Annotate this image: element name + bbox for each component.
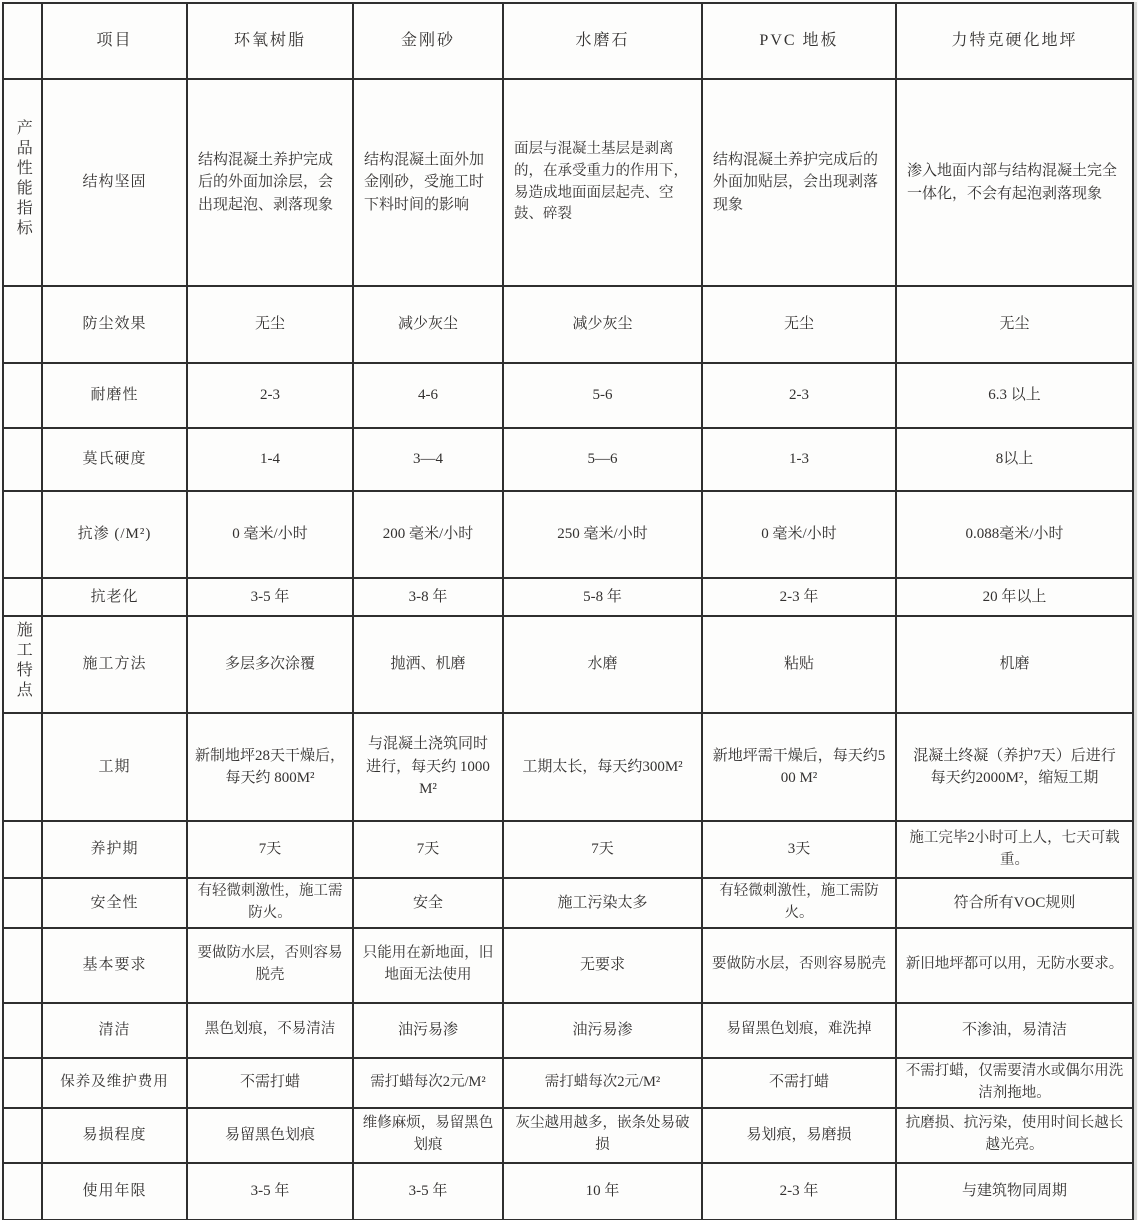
- table-row: [3, 428, 1133, 491]
- table-row: [3, 928, 1133, 1003]
- table-cell: 结构混凝土面外加金刚砂，受施工时下料时间的影响: [353, 79, 503, 286]
- table-cell: 灰尘越用越多，嵌条处易破损: [503, 1108, 702, 1163]
- table-cell: 抗磨损、抗污染，使用时间长越长越光亮。: [896, 1108, 1133, 1163]
- section-label-text: 产品性能指标: [14, 118, 32, 239]
- table-cell: 抛洒、机磨: [353, 616, 503, 713]
- table-cell: 5-8 年: [503, 578, 702, 616]
- table-cell: 8以上: [896, 428, 1133, 491]
- table-cell: 0.088毫米/小时: [896, 491, 1133, 578]
- table-cell: 新制地坪28天干燥后，每天约 800M²: [187, 713, 353, 821]
- table-row: [3, 286, 1133, 363]
- table-cell: 安全: [353, 878, 503, 928]
- table-cell: 无尘: [187, 286, 353, 363]
- table-cell: 油污易渗: [503, 1003, 702, 1058]
- table-cell: 有轻微刺激性，施工需防火。: [702, 878, 896, 928]
- table-row: [3, 578, 1133, 616]
- table-cell: 3天: [702, 821, 896, 878]
- table-cell: 7天: [503, 821, 702, 878]
- table-cell: 不需打蜡: [702, 1058, 896, 1108]
- table-cell: 无要求: [503, 928, 702, 1003]
- table-cell: 水磨: [503, 616, 702, 713]
- section-cell: [3, 286, 42, 363]
- section-label-construction-features: [3, 616, 42, 713]
- table-cell: 10 年: [503, 1163, 702, 1220]
- row-label: 清洁: [42, 1003, 187, 1058]
- row-label: 耐磨性: [42, 363, 187, 428]
- table-cell: 新地坪需干燥后，每天约500 M²: [702, 713, 896, 821]
- table-cell: 200 毫米/小时: [353, 491, 503, 578]
- table-cell: 7天: [353, 821, 503, 878]
- table-cell: 1-4: [187, 428, 353, 491]
- section-label-product-performance: [3, 79, 42, 286]
- table-cell: 粘贴: [702, 616, 896, 713]
- col-header-epoxy: 环氧树脂: [187, 3, 353, 79]
- table-cell: 3-8 年: [353, 578, 503, 616]
- table-cell: 要做防水层，否则容易脱壳: [187, 928, 353, 1003]
- table-row: [3, 1058, 1133, 1108]
- table-row: [3, 79, 1133, 286]
- row-label: 结构坚固: [42, 79, 187, 286]
- table-cell: 易划痕，易磨损: [702, 1108, 896, 1163]
- table-cell: 易留黑色划痕，难洗掉: [702, 1003, 896, 1058]
- table-cell: 新旧地坪都可以用，无防水要求。: [896, 928, 1133, 1003]
- table-cell: 施工完毕2小时可上人，七天可载重。: [896, 821, 1133, 878]
- table-cell: 结构混凝土养护完成后的外面加贴层，会出现剥落现象: [702, 79, 896, 286]
- row-label: 防尘效果: [42, 286, 187, 363]
- section-cell: [3, 1108, 42, 1163]
- table-cell: 需打蜡每次2元/M²: [503, 1058, 702, 1108]
- table-row: [3, 363, 1133, 428]
- row-label: 施工方法: [42, 616, 187, 713]
- table-cell: 6.3 以上: [896, 363, 1133, 428]
- table-cell: 减少灰尘: [503, 286, 702, 363]
- col-header-emery: 金刚砂: [353, 3, 503, 79]
- table-cell: 不渗油，易清洁: [896, 1003, 1133, 1058]
- table-cell: 符合所有VOC规则: [896, 878, 1133, 928]
- table-cell: 4-6: [353, 363, 503, 428]
- table-cell: 3-5 年: [187, 578, 353, 616]
- table-cell: 2-3: [187, 363, 353, 428]
- row-label: 莫氏硬度: [42, 428, 187, 491]
- table-cell: 250 毫米/小时: [503, 491, 702, 578]
- table-cell: 与混凝土浇筑同时进行，每天约 1000M²: [353, 713, 503, 821]
- table-cell: 2-3 年: [702, 578, 896, 616]
- table-cell: 机磨: [896, 616, 1133, 713]
- table-cell: 黑色划痕，不易清洁: [187, 1003, 353, 1058]
- section-cell: [3, 878, 42, 928]
- table-cell: 5—6: [503, 428, 702, 491]
- row-label: 抗渗 (/M²): [42, 491, 187, 578]
- row-label: 保养及维护费用: [42, 1058, 187, 1108]
- table-cell: 需打蜡每次2元/M²: [353, 1058, 503, 1108]
- table-cell: 结构混凝土养护完成后的外面加涂层，会出现起泡、剥落现象: [187, 79, 353, 286]
- section-cell: [3, 491, 42, 578]
- table-cell: 易留黑色划痕: [187, 1108, 353, 1163]
- row-label: 安全性: [42, 878, 187, 928]
- table-row: [3, 491, 1133, 578]
- section-cell: [3, 363, 42, 428]
- col-header-terrazzo: 水磨石: [503, 3, 702, 79]
- section-cell: [3, 928, 42, 1003]
- table-cell: 0 毫米/小时: [187, 491, 353, 578]
- row-label: 养护期: [42, 821, 187, 878]
- table-cell: 减少灰尘: [353, 286, 503, 363]
- section-cell: [3, 428, 42, 491]
- table-cell: 7天: [187, 821, 353, 878]
- table-row: [3, 821, 1133, 878]
- table-cell: 面层与混凝土基层是剥离的，在承受重力的作用下，易造成地面面层起壳、空鼓、碎裂: [503, 79, 702, 286]
- row-label: 基本要求: [42, 928, 187, 1003]
- table-cell: 0 毫米/小时: [702, 491, 896, 578]
- table-cell: 混凝土终凝（养护7天）后进行 每天约2000M²，缩短工期: [896, 713, 1133, 821]
- header-row: [3, 3, 1133, 79]
- section-cell: [3, 821, 42, 878]
- table-cell: 无尘: [896, 286, 1133, 363]
- table-cell: 不需打蜡: [187, 1058, 353, 1108]
- table-row: [3, 1003, 1133, 1058]
- section-cell: [3, 1163, 42, 1220]
- section-cell: [3, 1058, 42, 1108]
- row-label: 抗老化: [42, 578, 187, 616]
- section-cell: [3, 713, 42, 821]
- corner-cell: [3, 3, 42, 79]
- table-cell: 要做防水层，否则容易脱壳: [702, 928, 896, 1003]
- table-cell: 2-3: [702, 363, 896, 428]
- table-cell: 油污易渗: [353, 1003, 503, 1058]
- table-cell: 有轻微刺激性，施工需防火。: [187, 878, 353, 928]
- table-cell: 5-6: [503, 363, 702, 428]
- table-cell: 只能用在新地面，旧地面无法使用: [353, 928, 503, 1003]
- section-cell: [3, 1003, 42, 1058]
- table-cell: 3-5 年: [187, 1163, 353, 1220]
- table-cell: 无尘: [702, 286, 896, 363]
- table-cell: 工期太长，每天约300M²: [503, 713, 702, 821]
- table-cell: 渗入地面内部与结构混凝土完全一体化，不会有起泡剥落现象: [896, 79, 1133, 286]
- col-header-item: 项目: [42, 3, 187, 79]
- table-cell: 2-3 年: [702, 1163, 896, 1220]
- row-label: 易损程度: [42, 1108, 187, 1163]
- col-header-litek: 力特克硬化地坪: [896, 3, 1133, 79]
- table-cell: 3—4: [353, 428, 503, 491]
- table-row: [3, 878, 1133, 928]
- table-cell: 施工污染太多: [503, 878, 702, 928]
- table-cell: 多层多次涂覆: [187, 616, 353, 713]
- table-row: [3, 1108, 1133, 1163]
- section-cell: [3, 578, 42, 616]
- table-cell: 不需打蜡，仅需要清水或偶尔用洗洁剂拖地。: [896, 1058, 1133, 1108]
- table-cell: 20 年以上: [896, 578, 1133, 616]
- table-row: [3, 713, 1133, 821]
- row-label: 工期: [42, 713, 187, 821]
- table-cell: 3-5 年: [353, 1163, 503, 1220]
- floor-comparison-table: [2, 2, 1134, 1220]
- table-row: [3, 616, 1133, 713]
- table-cell: 1-3: [702, 428, 896, 491]
- table-row: [3, 1163, 1133, 1220]
- col-header-pvc: PVC 地板: [702, 3, 896, 79]
- row-label: 使用年限: [42, 1163, 187, 1220]
- section-label-text: 施工特点: [14, 620, 32, 701]
- table-cell: 维修麻烦，易留黑色划痕: [353, 1108, 503, 1163]
- table-cell: 与建筑物同周期: [896, 1163, 1133, 1220]
